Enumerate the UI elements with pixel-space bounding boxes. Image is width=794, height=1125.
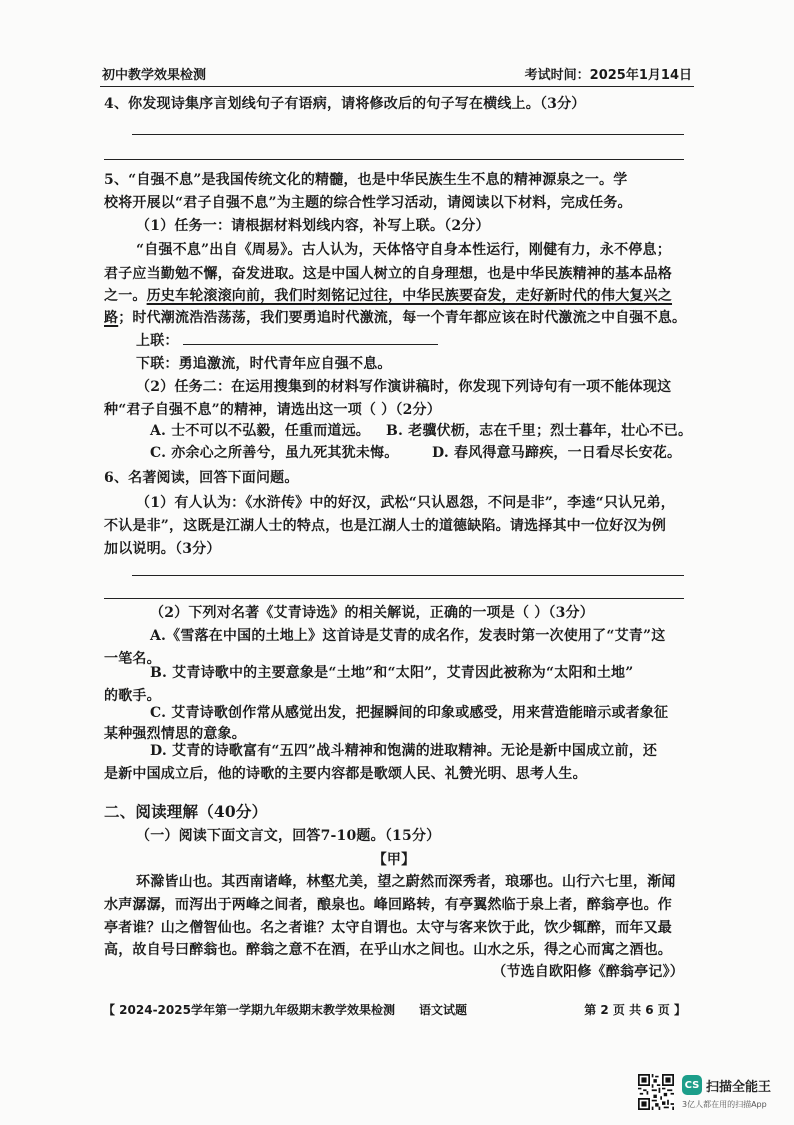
material-text: 之一。历史车轮滚滚向前，我们时刻铭记过往，中华民族要奋发，走好新时代的伟大复兴之: [104, 288, 673, 304]
question-6-2-prompt: （2）下列对名著《艾青诗选》的相关解说，正确的一项是（ ）（3分）: [150, 605, 594, 621]
header-exam-date: 考试时间：2025年1月14日: [524, 68, 692, 83]
upper-couplet-blank[interactable]: [183, 331, 438, 345]
question-6-1-text: （1）有人认为：《水浒传》中的好汉，武松“只认恩怨，不问是非”，李逵“只认兄弟，: [136, 495, 675, 511]
qr-code-icon: [638, 1074, 674, 1110]
poetry-option-c: C. 艾青诗歌创作常从感觉出发，把握瞬间的印象或感受，用来营造能暗示或者象征: [150, 705, 669, 721]
answer-line: [104, 598, 684, 599]
camscanner-app-name: 扫描全能王: [706, 1080, 772, 1095]
option-c: C. 亦余心之所善兮，虽九死其犹未悔。: [150, 445, 399, 461]
passage-text: 环滁皆山也。其西南诸峰，林壑尤美，望之蔚然而深秀者，琅琊也。山行六七里，渐闻: [136, 874, 676, 890]
camscanner-tagline: 3亿人都在用的扫描App: [682, 1100, 767, 1109]
option-b: B. 老骥伏枥，志在千里；烈士暮年，壮心不已。: [386, 423, 693, 439]
question-6-1-text: 加以说明。（3分）: [104, 541, 221, 557]
task-2-prompt: （2）任务二：在运用搜集到的材料写作演讲稿时，你发现下列诗句有一项不能体现这: [136, 379, 672, 395]
material-text: 君子应当勤勉不懈，奋发进取。这是中国人树立的自身理想，也是中华民族精神的基本品格: [104, 266, 672, 282]
passage-text: 高，故自号曰醉翁也。醉翁之意不在酒，在乎山水之间也。山水之乐，得之心而寓之酒也。: [104, 942, 672, 958]
question-5-intro: 5、“自强不息”是我国传统文化的精髓，也是中华民族生生不息的精神源泉之一。学: [104, 172, 628, 188]
task-1-prompt: （1）任务一：请根据材料划线内容，补写上联。（2分）: [136, 218, 490, 234]
footer-exam-title: 【 2024-2025学年第一学期九年级期末教学效果检测 语文试题: [103, 1003, 467, 1017]
poetry-option-a: 一笔名。: [104, 651, 161, 667]
poetry-option-b: B. 艾青诗歌中的主要意象是“土地”和“太阳”，艾青因此被称为“太阳和土地”: [150, 665, 634, 681]
underlined-sentence: 路: [104, 310, 119, 326]
material-text: 路；时代潮流浩浩荡荡，我们要勇追时代激流，每一个青年都应该在时代激流之中自强不息。: [104, 310, 687, 326]
footer-page-number: 第 2 页 共 6 页 】: [584, 1003, 686, 1017]
option-d: D. 春风得意马蹄疾，一日看尽长安花。: [432, 445, 682, 461]
header-divider: [100, 86, 694, 87]
lower-couplet: 下联：勇追激流，时代青年应自强不息。: [136, 356, 392, 372]
section-2-title: 二、阅读理解（40分）: [104, 802, 268, 821]
section-2-subtitle: （一）阅读下面文言文，回答7-10题。（15分）: [136, 828, 441, 844]
passage-text: 亭者谁？山之僧智仙也。名之者谁？太守自谓也。太守与客来饮于此，饮少辄醉，而年又最: [104, 920, 672, 936]
question-5-intro: 校将开展以“君子自强不息”为主题的综合性学习活动，请阅读以下材料，完成任务。: [104, 195, 632, 211]
header-exam-name: 初中教学效果检测: [102, 68, 207, 83]
question-6-1-text: 不认是非”，这既是江湖人士的特点，也是江湖人士的道德缺陷。请选择其中一位好汉为例: [104, 518, 667, 534]
material-text: “自强不息”出自《周易》。古人认为，天体恪守自身本性运行，刚健有力，永不停息；: [136, 242, 671, 258]
poetry-option-a: A.《雪落在中国的土地上》这首诗是艾青的成名作，发表时第一次使用了“艾青”这: [150, 628, 666, 644]
poetry-option-d: 是新中国成立后，他的诗歌的主要内容都是歌颂人民、礼赞光明、思考人生。: [104, 766, 587, 782]
answer-line: [132, 575, 684, 576]
passage-source: （节选自欧阳修《醉翁亭记》）: [492, 964, 684, 980]
passage-label: 【甲】: [372, 852, 416, 868]
task-2-prompt: 种“君子自强不息”的精神，请选出这一项（ ）（2分）: [104, 402, 441, 418]
upper-couplet: 上联：: [136, 331, 694, 351]
poetry-option-c: 某种强烈情思的意象。: [104, 726, 246, 742]
underlined-sentence: 历史车轮滚滚向前，我们时刻铭记过往，中华民族要奋发，走好新时代的伟大复兴之: [146, 288, 673, 304]
answer-line: [104, 159, 684, 160]
answer-line: [132, 134, 684, 135]
poetry-option-d: D. 艾青的诗歌富有“五四”战斗精神和饱满的进取精神。无论是新中国成立前，还: [150, 743, 658, 759]
poetry-option-b: 的歌手。: [104, 688, 161, 704]
passage-text: 水声潺潺，而泻出于两峰之间者，酿泉也。峰回路转，有亭翼然临于泉上者，醉翁亭也。作: [104, 897, 672, 913]
question-6-title: 6、名著阅读，回答下面问题。: [104, 470, 299, 486]
question-4-prompt: 4、你发现诗集序言划线句子有语病，请将修改后的句子写在横线上。（3分）: [104, 96, 586, 112]
camscanner-logo-icon: CS: [682, 1075, 702, 1095]
option-a: A. 士不可以不弘毅，任重而道远。: [150, 423, 371, 439]
